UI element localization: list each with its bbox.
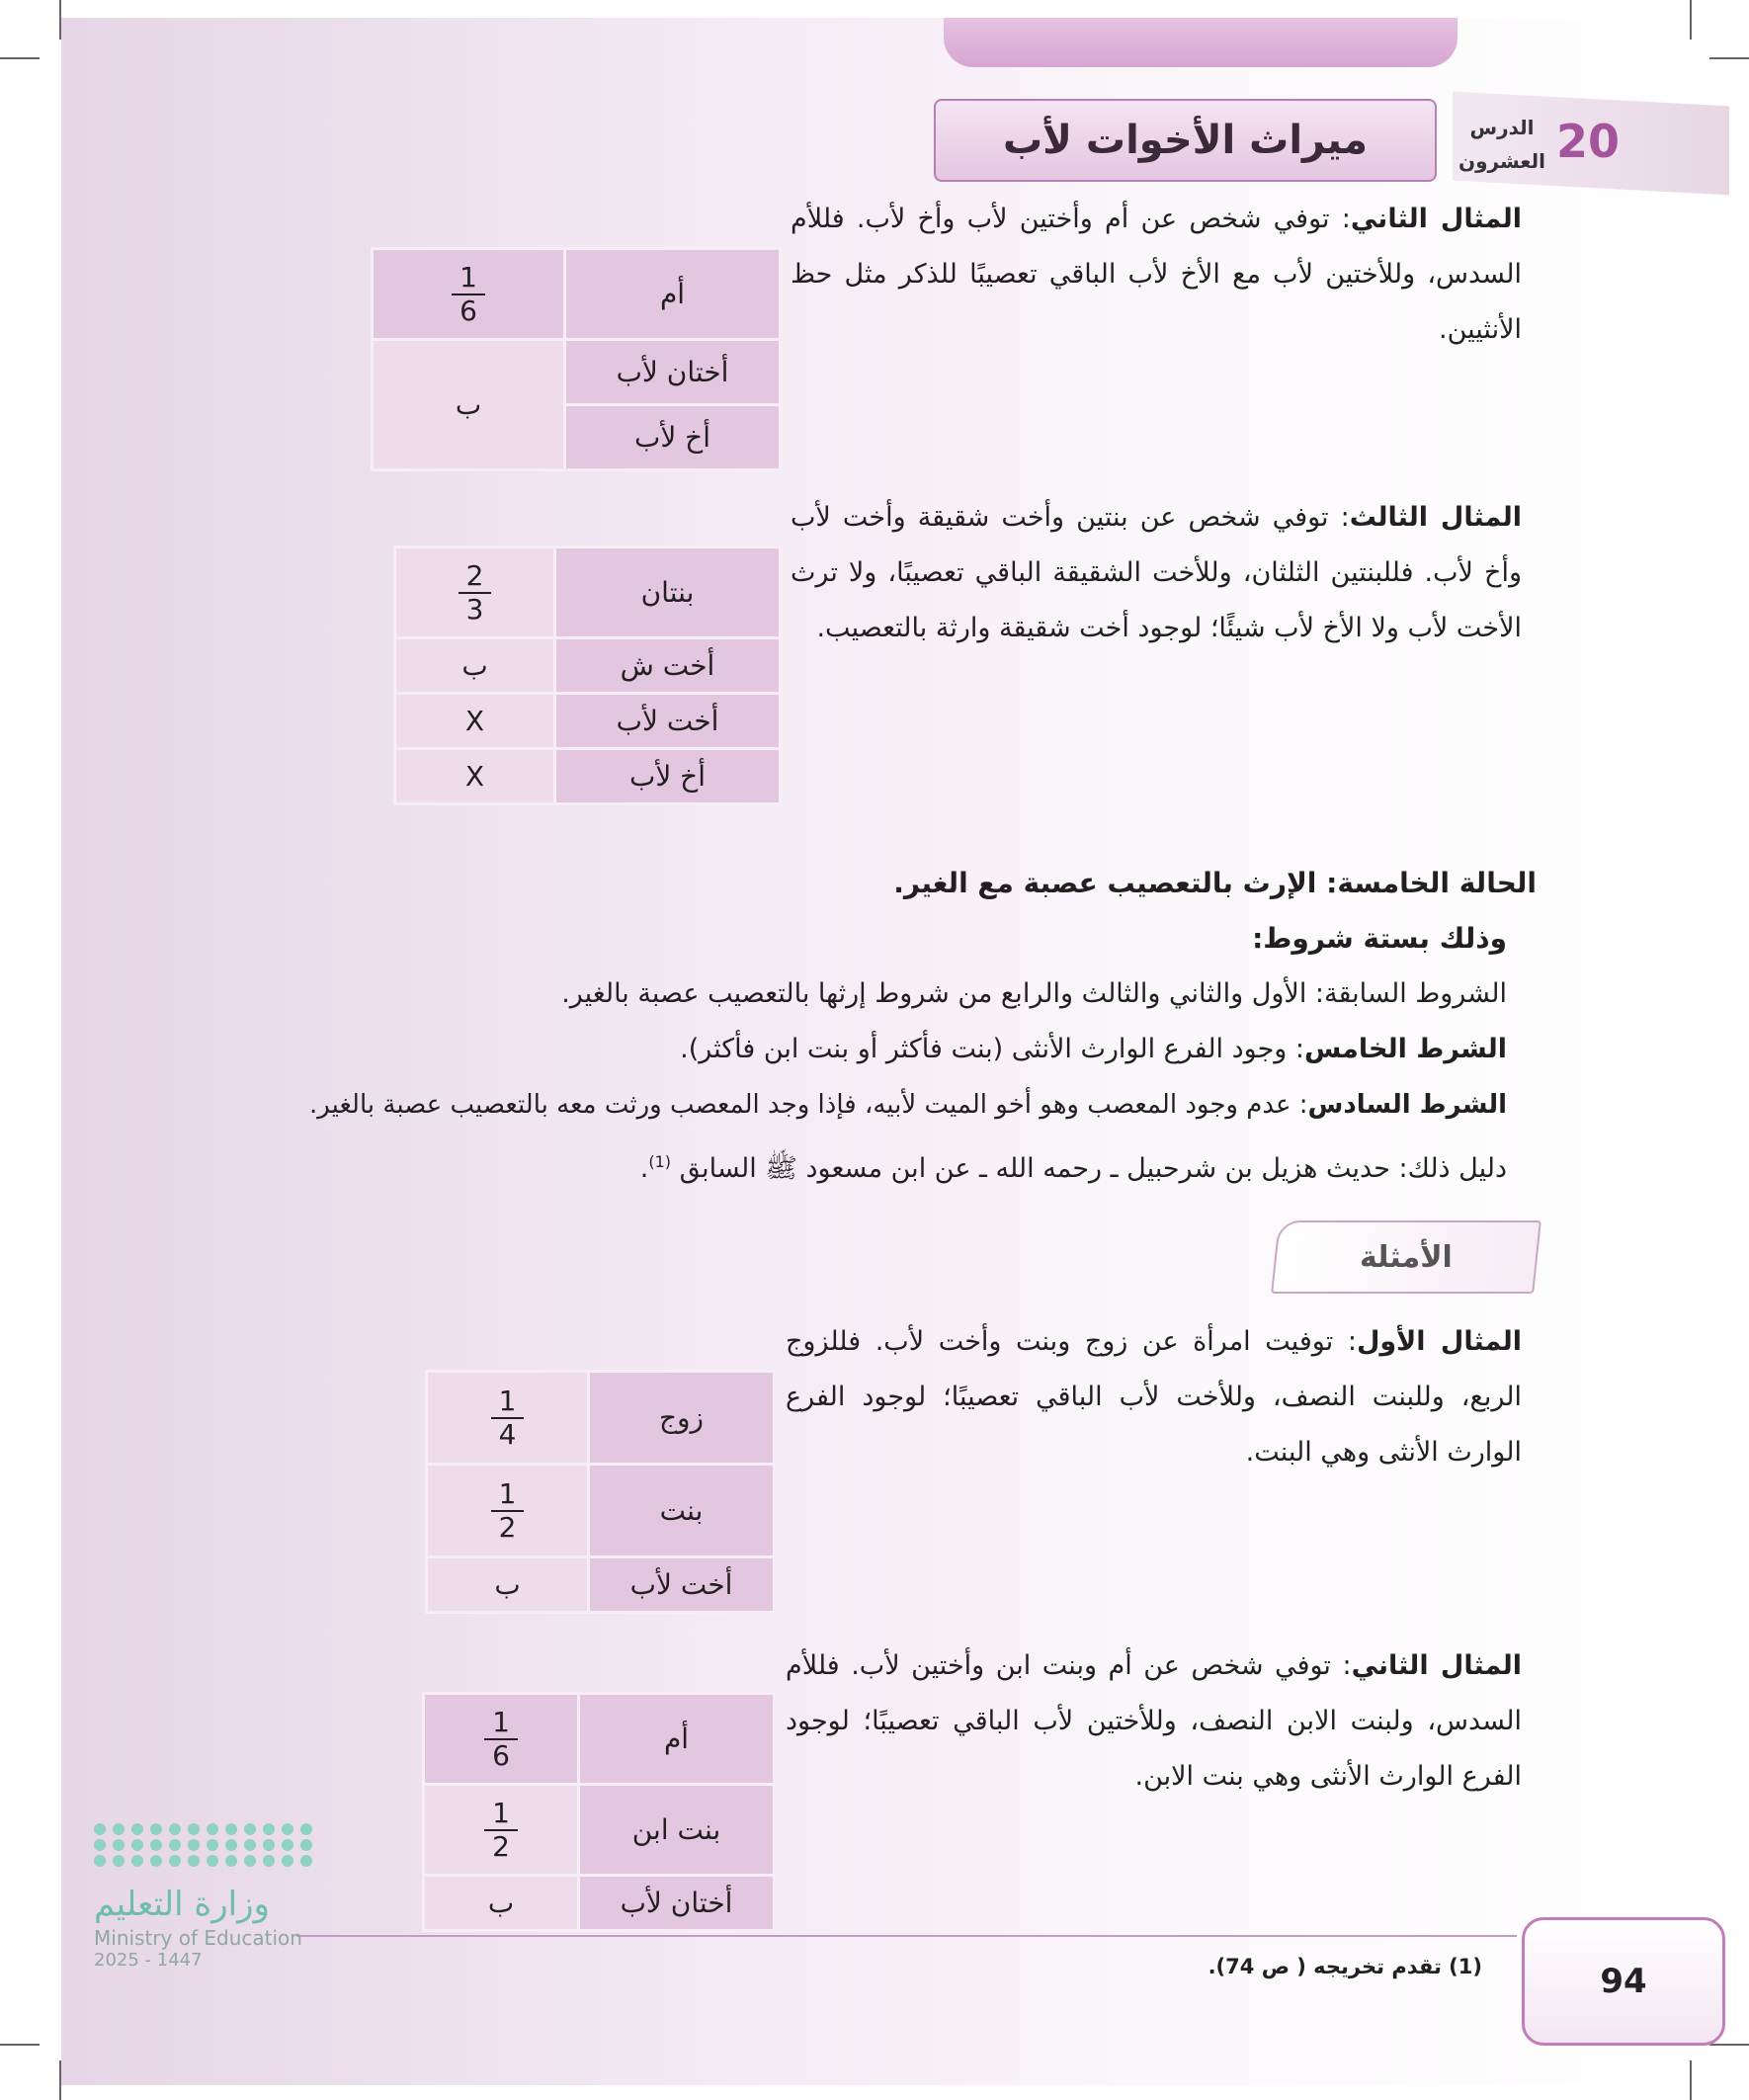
heir-cell: أم bbox=[565, 249, 781, 340]
crop-mark bbox=[1709, 2044, 1749, 2046]
heir-cell: أخت لأب bbox=[589, 1557, 775, 1613]
crop-mark bbox=[0, 2044, 40, 2046]
ministry-name-ar: وزارة التعليم bbox=[94, 1885, 270, 1924]
denominator: 6 bbox=[459, 294, 477, 327]
denominator: 3 bbox=[465, 593, 484, 626]
crop-mark bbox=[0, 57, 40, 59]
denominator: 2 bbox=[498, 1511, 517, 1544]
heir-cell: بنت bbox=[589, 1465, 775, 1557]
denominator: 2 bbox=[492, 1830, 510, 1863]
example-3-table bbox=[393, 546, 782, 805]
conditions-intro: وذلك بستة شروط: bbox=[1252, 922, 1507, 955]
fraction bbox=[491, 1478, 525, 1544]
example-b1-paragraph bbox=[786, 1314, 1522, 1480]
lesson-label-line2: العشرون bbox=[1458, 149, 1545, 173]
example-b2-label: المثال الثاني bbox=[1351, 1650, 1522, 1681]
share-cell bbox=[424, 1785, 579, 1876]
example-2-table bbox=[371, 247, 782, 471]
lesson-label-line1: الدرس bbox=[1469, 116, 1535, 139]
example-b2-text: : توفي شخص عن أم وبنت ابن وأختين لأب. فللأم السدس، ولبنت الابن النصف، وللأختين لأب الباقي تعصيبًا؛ لوجود الفرع الوارث الأنثى وهي بنت الابن. bbox=[786, 1650, 1522, 1792]
example-b2-table bbox=[422, 1692, 776, 1932]
fifth-condition-label: الشرط الخامس bbox=[1304, 1034, 1507, 1064]
page-number-box bbox=[1522, 1917, 1725, 2046]
share-cell bbox=[424, 1694, 579, 1785]
evidence-line bbox=[247, 1134, 1507, 1197]
example-3-text: : توفي شخص عن بنتين وأخت شقيقة وأخت لأب وأخ لأب. فللبنتين الثلثان، وللأخت الشقيقة الباقي تعصيبًا، ولا ترث الأخت لأب ولا الأخ لأب شيئًا؛ لوجود أخت شقيقة وارثة بالتعصيب. bbox=[791, 502, 1522, 643]
example-b1-label: المثال الأول bbox=[1356, 1326, 1523, 1357]
case-5-heading: الحالة الخامسة: الإرث بالتعصيب عصبة مع الغير. bbox=[893, 867, 1537, 899]
crop-mark bbox=[1690, 2060, 1692, 2100]
share-cell bbox=[395, 547, 555, 638]
fraction bbox=[491, 1386, 525, 1451]
example-2-label: المثال الثاني bbox=[1350, 204, 1522, 234]
heir-cell: زوج bbox=[589, 1372, 775, 1465]
share-cell bbox=[427, 1372, 589, 1465]
heir-cell: أخت لأب bbox=[555, 694, 781, 749]
numerator: 1 bbox=[452, 262, 485, 295]
denominator: 6 bbox=[492, 1739, 510, 1772]
numerator: 1 bbox=[484, 1798, 518, 1831]
numerator: 1 bbox=[491, 1386, 525, 1419]
share-cell: ب bbox=[424, 1876, 579, 1931]
heir-cell: أخ لأب bbox=[565, 405, 781, 470]
sixth-condition bbox=[237, 1077, 1507, 1133]
share-cell bbox=[373, 249, 565, 340]
crop-mark bbox=[59, 2060, 61, 2100]
heir-cell: بنتان bbox=[555, 547, 781, 638]
page-title: ميراث الأخوات لأب bbox=[1002, 118, 1369, 163]
examples-section-tab bbox=[1271, 1220, 1541, 1294]
fraction bbox=[484, 1798, 518, 1863]
example-3-label: المثال الثالث bbox=[1349, 502, 1522, 533]
heir-cell: أختان لأب bbox=[579, 1876, 775, 1931]
share-cell: ب bbox=[373, 340, 565, 470]
example-b1-text: : توفيت امرأة عن زوج وبنت وأخت لأب. فللزوج الربع، وللبنت النصف، وللأخت لأب الباقي تعصيبًا؛ لوجود الفرع الوارث الأنثى وهي البنت. bbox=[786, 1326, 1522, 1468]
page-number: 94 bbox=[1600, 1962, 1647, 2001]
crop-mark bbox=[1690, 0, 1692, 40]
footnote-ref[interactable]: (1) bbox=[648, 1152, 672, 1171]
sixth-condition-text: : عدم وجود المعصب وهو أخو الميت لأبيه، فإذا وجد المعصب ورثت معه بالتعصيب عصبة بالغير. bbox=[309, 1090, 1308, 1120]
example-3-paragraph bbox=[791, 490, 1522, 656]
ministry-logo bbox=[94, 1823, 321, 1971]
fraction bbox=[484, 1707, 518, 1772]
ministry-year: 2025 - 1447 bbox=[94, 1950, 203, 1971]
ministry-dots-icon bbox=[94, 1823, 321, 1867]
share-cell bbox=[427, 1465, 589, 1557]
crop-mark bbox=[59, 0, 61, 40]
title-box bbox=[934, 99, 1437, 182]
share-cell: X bbox=[395, 694, 555, 749]
numerator: 2 bbox=[458, 560, 492, 594]
denominator: 4 bbox=[498, 1418, 517, 1451]
title-ribbon bbox=[944, 18, 1458, 67]
ministry-name-en: Ministry of Education bbox=[94, 1926, 302, 1950]
lesson-number: 20 bbox=[1556, 115, 1621, 168]
heir-cell: أم bbox=[579, 1694, 775, 1785]
crop-mark bbox=[1709, 57, 1749, 59]
example-b2-paragraph bbox=[786, 1638, 1522, 1805]
fifth-condition bbox=[247, 1022, 1507, 1077]
fraction bbox=[458, 560, 492, 626]
fraction bbox=[452, 262, 485, 327]
footer-divider bbox=[296, 1935, 1517, 1937]
heir-cell: بنت ابن bbox=[579, 1785, 775, 1876]
footnote: (1) تقدم تخريجه ( ص 74). bbox=[1208, 1955, 1482, 1978]
heir-cell: أخ لأب bbox=[555, 749, 781, 804]
lesson-label bbox=[1453, 111, 1551, 178]
example-b1-table bbox=[425, 1370, 776, 1614]
numerator: 1 bbox=[484, 1707, 518, 1740]
sixth-condition-label: الشرط السادس bbox=[1307, 1090, 1507, 1120]
share-cell: ب bbox=[395, 638, 555, 694]
evidence-text: دليل ذلك: حديث هزيل بن شرحبيل ـ رحمه الله ـ عن ابن مسعود ﷺ السابق bbox=[679, 1153, 1507, 1184]
heir-cell: أخت ش bbox=[555, 638, 781, 694]
example-2-paragraph bbox=[791, 192, 1522, 358]
example-2-text: : توفي شخص عن أم وأختين لأب وأخ لأب. فللأم السدس، وللأختين لأب مع الأخ لأب الباقي تعصيبًا للذكر مثل حظ الأنثيين. bbox=[791, 204, 1522, 345]
share-cell: ب bbox=[427, 1557, 589, 1613]
previous-conditions: الشروط السابقة: الأول والثاني والثالث والرابع من شروط إرثها بالتعصيب عصبة بالغير. bbox=[561, 978, 1507, 1009]
heir-cell: أختان لأب bbox=[565, 340, 781, 405]
examples-section-title: الأمثلة bbox=[1360, 1239, 1453, 1275]
share-cell: X bbox=[395, 749, 555, 804]
evidence-end: . bbox=[639, 1153, 649, 1184]
numerator: 1 bbox=[491, 1478, 525, 1512]
fifth-condition-text: : وجود الفرع الوارث الأنثى (بنت فأكثر أو بنت ابن فأكثر). bbox=[680, 1034, 1305, 1064]
